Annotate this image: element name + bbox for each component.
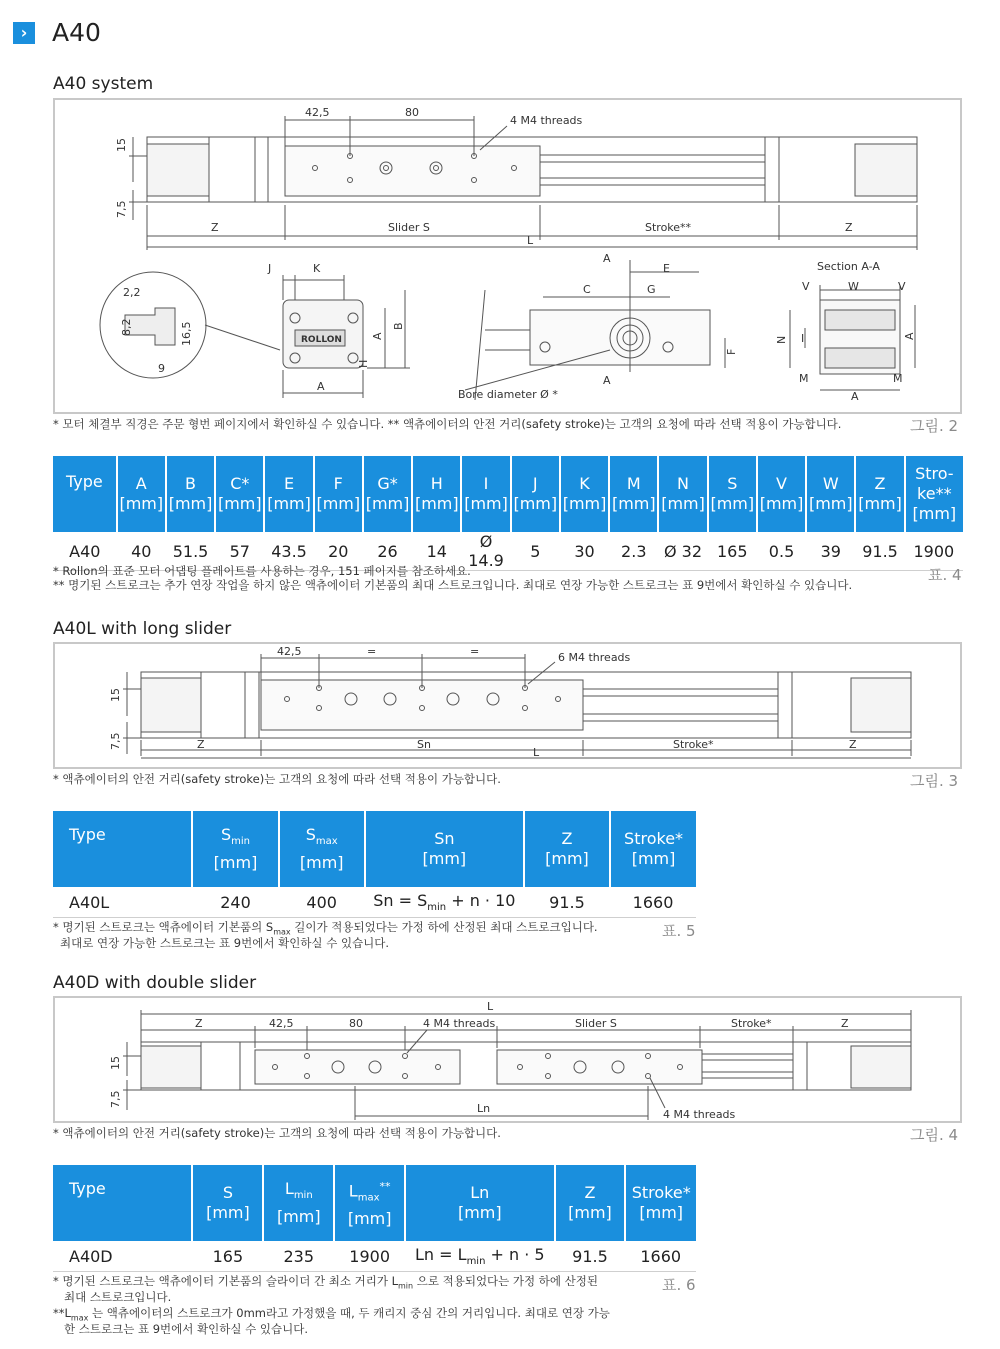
- dim-a-top: A: [603, 252, 611, 265]
- dim-15: 15: [109, 688, 122, 702]
- dim-z-right: Z: [845, 221, 853, 234]
- cell-lmax: 1900: [334, 1241, 405, 1272]
- th-col-17: Stro- ke** [mm]: [905, 456, 963, 532]
- dim-9: 9: [158, 362, 165, 375]
- note-table4-1: * Rollon의 표준 모터 어댑팅 플레이트를 사용하는 경우, 151 페이지를 참조하세요.: [53, 564, 471, 578]
- dim-n: N: [775, 335, 788, 344]
- th-s: S [mm]: [192, 1165, 263, 1241]
- note-table4-2: ** 명기된 스트로크는 추가 연장 작업을 하지 않은 액츄에이터 기본품의 최대 스트로크입니다. 최대로 연장 가능한 스트로크는 표 9번에서 확인하실 수 있습니다.: [53, 578, 853, 592]
- th-stroke: Stroke* [mm]: [625, 1165, 696, 1241]
- fig-label-4: 그림. 4: [910, 1126, 959, 1144]
- th-col-5: F [mm]: [314, 456, 363, 532]
- dim-v-right: V: [898, 280, 906, 293]
- table-4-a40-dimensions: [53, 456, 963, 571]
- dim-i: I: [801, 332, 805, 345]
- cell-col-11: 2.3: [609, 532, 658, 571]
- dim-a-section: A: [903, 332, 916, 340]
- dim-7-5: 7,5: [109, 732, 122, 750]
- dim-15: 15: [115, 138, 128, 152]
- th-col-16: Z [mm]: [855, 456, 904, 532]
- section-title-a40l: A40L with long slider: [53, 619, 232, 639]
- th-col-1: A [mm]: [117, 456, 166, 532]
- dim-80: 80: [405, 106, 419, 119]
- cell-col-8: Ø 14.9: [461, 532, 510, 571]
- cell-type: A40L: [53, 887, 192, 918]
- drawing-a40-system: [53, 98, 962, 414]
- table-row: [53, 887, 696, 918]
- th-smin: $S_{min}$ [mm]: [192, 811, 278, 887]
- dim-m-left: M: [799, 372, 809, 385]
- note-table6-2-cont: 한 스트로크는 표 9번에서 확인하실 수 있습니다.: [64, 1322, 308, 1336]
- dim-z-left: Z: [197, 738, 205, 751]
- cell-col-4: 43.5: [264, 532, 313, 571]
- th-col-15: W [mm]: [806, 456, 855, 532]
- cell-s: 165: [192, 1241, 263, 1272]
- a40d-technical-drawing: [55, 998, 960, 1121]
- label-4-m4-threads-bottom: 4 M4 threads: [663, 1108, 736, 1121]
- section-title-a40d: A40D with double slider: [53, 973, 257, 993]
- dim-j: J: [268, 262, 272, 275]
- dim-f: F: [725, 348, 738, 355]
- cell-sn: $Sn = S_{min} + n \cdot 10$: [365, 887, 524, 918]
- note-fig4: * 액츄에이터의 안전 거리(safety stroke)는 고객의 요청에 따라 선택 적용이 가능합니다.: [53, 1126, 501, 1140]
- drawing-a40l: [53, 642, 962, 769]
- cell-col-12: Ø 32: [658, 532, 707, 571]
- table-5-a40l: [53, 811, 696, 918]
- label-bore-diameter: Bore diameter Ø *: [458, 388, 558, 401]
- table-label-4: 표. 4: [928, 566, 962, 584]
- th-col-8: I [mm]: [461, 456, 510, 532]
- cell-col-2: 51.5: [166, 532, 215, 571]
- cell-col-7: 14: [412, 532, 461, 571]
- dim-z-left: Z: [195, 1017, 203, 1030]
- dim-7-5: 7,5: [109, 1090, 122, 1108]
- th-stroke: Stroke* [mm]: [610, 811, 696, 887]
- dim-a-motor: A: [603, 374, 611, 387]
- dim-15: 15: [109, 1056, 122, 1070]
- th-col-2: B [mm]: [166, 456, 215, 532]
- note-table5-2: 최대로 연장 가능한 스트로크는 표 9번에서 확인하실 수 있습니다.: [60, 936, 390, 950]
- th-col-4: E [mm]: [264, 456, 313, 532]
- th-col-12: N [mm]: [658, 456, 707, 532]
- dim-8-2: 8,2: [120, 318, 133, 336]
- dim-k: K: [313, 262, 321, 275]
- dim-stroke: Stroke**: [645, 221, 692, 234]
- th-type: Type: [53, 811, 192, 887]
- th-z: Z [mm]: [524, 811, 610, 887]
- table-label-6: 표. 6: [662, 1276, 696, 1294]
- dim-sn: Sn: [417, 738, 431, 751]
- label-section-a-a: Section A-A: [817, 260, 880, 273]
- cell-col-1: 40: [117, 532, 166, 571]
- dim-16-5: 16,5: [180, 321, 193, 346]
- dim-a-side: A: [371, 332, 384, 340]
- dim-a-section-bottom: A: [851, 390, 859, 403]
- th-col-10: K [mm]: [560, 456, 609, 532]
- table-row: [53, 1241, 696, 1272]
- cell-stroke: 1660: [625, 1241, 696, 1272]
- table-header-row: [53, 456, 963, 532]
- drawing-a40d: [53, 996, 962, 1123]
- cell-type: A40: [53, 532, 117, 571]
- dim-l: L: [527, 234, 534, 247]
- label-4-m4-threads: 4 M4 threads: [510, 114, 583, 127]
- cell-col-9: 5: [511, 532, 560, 571]
- label-6-m4-threads: 6 M4 threads: [558, 651, 631, 664]
- dim-a-bottom: A: [317, 380, 325, 393]
- th-col-7: H [mm]: [412, 456, 461, 532]
- label-4-m4-threads-top: 4 M4 threads: [423, 1017, 496, 1030]
- cell-lmin: 235: [263, 1241, 334, 1272]
- dim-w: W: [848, 280, 859, 293]
- th-z: Z [mm]: [555, 1165, 626, 1241]
- cell-col-13: 165: [708, 532, 757, 571]
- cell-smin: 240: [192, 887, 278, 918]
- note-table6-1-cont: 최대 스트로크입니다.: [64, 1290, 172, 1304]
- th-type: Type: [53, 1165, 192, 1241]
- dim-z-right: Z: [849, 738, 857, 751]
- cell-smax: 400: [279, 887, 365, 918]
- th-lmin: $L_{min}$ [mm]: [263, 1165, 334, 1241]
- cell-col-3: 57: [215, 532, 264, 571]
- dim-42-5: 42,5: [269, 1017, 294, 1030]
- dim-stroke: Stroke*: [731, 1017, 772, 1030]
- dim-e: E: [663, 262, 670, 275]
- cell-col-15: 39: [806, 532, 855, 571]
- dim-80: 80: [349, 1017, 363, 1030]
- cell-z: 91.5: [555, 1241, 626, 1272]
- th-col-14: V [mm]: [757, 456, 806, 532]
- fig-label-2: 그림. 2: [910, 417, 959, 435]
- th-sn: Sn [mm]: [365, 811, 524, 887]
- dim-slider-s: Slider S: [388, 221, 430, 234]
- cell-col-10: 30: [560, 532, 609, 571]
- cell-col-6: 26: [363, 532, 412, 571]
- note-table6-2: $**L_{max}$ 는 액츄에이터의 스트로크가 0mm라고 가정했을 때, 두 캐리지 중심 간의 거리입니다. 최대로 연장 가능: [53, 1306, 610, 1323]
- th-lmax: $L_{max}^{**}$ [mm]: [334, 1165, 405, 1241]
- dim-equal-2: =: [470, 645, 480, 658]
- rollon-logo: ROLLON: [301, 335, 342, 345]
- cell-col-17: 1900: [905, 532, 963, 571]
- th-col-11: M [mm]: [609, 456, 658, 532]
- cell-stroke: 1660: [610, 887, 696, 918]
- table-6-a40d: [53, 1165, 696, 1272]
- cell-col-16: 91.5: [855, 532, 904, 571]
- dim-z-right: Z: [841, 1017, 849, 1030]
- dim-equal-1: =: [367, 645, 377, 658]
- dim-42-5: 42,5: [277, 645, 302, 658]
- section-title-a40-system: A40 system: [53, 74, 154, 94]
- dim-slider-s: Slider S: [575, 1017, 617, 1030]
- cell-z: 91.5: [524, 887, 610, 918]
- th-col-3: C* [mm]: [215, 456, 264, 532]
- th-col-9: J [mm]: [511, 456, 560, 532]
- dim-c: C: [583, 283, 591, 296]
- dim-42-5: 42,5: [305, 106, 330, 119]
- table-label-5: 표. 5: [662, 922, 696, 940]
- dim-ln: Ln: [477, 1102, 491, 1115]
- chevron-right-icon: ›: [13, 22, 35, 44]
- dim-v-left: V: [802, 280, 810, 293]
- a40l-technical-drawing: [55, 644, 960, 767]
- fig-label-3: 그림. 3: [910, 772, 959, 790]
- cell-type: A40D: [53, 1241, 192, 1272]
- dim-m-right: M: [893, 372, 903, 385]
- th-ln: Ln [mm]: [405, 1165, 554, 1241]
- note-table5-1: * 명기된 스트로크는 액츄에이터 기본품의 $S_{max}$ 길이가 적용되었다는 가정 하에 산정된 최대 스트로크입니다.: [53, 920, 598, 937]
- dim-l: L: [533, 746, 540, 759]
- cell-ln: $Ln = L_{min} + n \cdot 5$: [405, 1241, 554, 1272]
- th-smax: $S_{max}$ [mm]: [279, 811, 365, 887]
- dim-2-2: 2,2: [123, 286, 141, 299]
- dim-z-left: Z: [211, 221, 219, 234]
- note-fig3: * 액츄에이터의 안전 거리(safety stroke)는 고객의 요청에 따라 선택 적용이 가능합니다.: [53, 772, 501, 786]
- th-type: Type: [53, 456, 117, 532]
- note-table6-1: * 명기된 스트로크는 액츄에이터 기본품의 슬라이더 간 최소 거리가 $L_{min}$ 으로 적용되었다는 가정 하에 산정된: [53, 1274, 599, 1291]
- cell-col-14: 0.5: [757, 532, 806, 571]
- page-title: A40: [52, 18, 101, 47]
- th-col-13: S [mm]: [708, 456, 757, 532]
- note-fig2: * 모터 체결부 직경은 주문 형번 페이지에서 확인하실 수 있습니다. ** 액츄에이터의 안전 거리(safety stroke)는 고객의 요청에 따라 선택 적용이 가능합니다.: [53, 417, 842, 431]
- th-col-6: G* [mm]: [363, 456, 412, 532]
- dim-l: L: [487, 1000, 494, 1013]
- dim-g: G: [647, 283, 656, 296]
- dim-stroke: Stroke*: [673, 738, 714, 751]
- a40-system-technical-drawing: [55, 100, 960, 412]
- dim-h: H: [357, 359, 370, 368]
- cell-col-5: 20: [314, 532, 363, 571]
- dim-b: B: [392, 322, 405, 330]
- dim-7-5: 7,5: [115, 200, 128, 218]
